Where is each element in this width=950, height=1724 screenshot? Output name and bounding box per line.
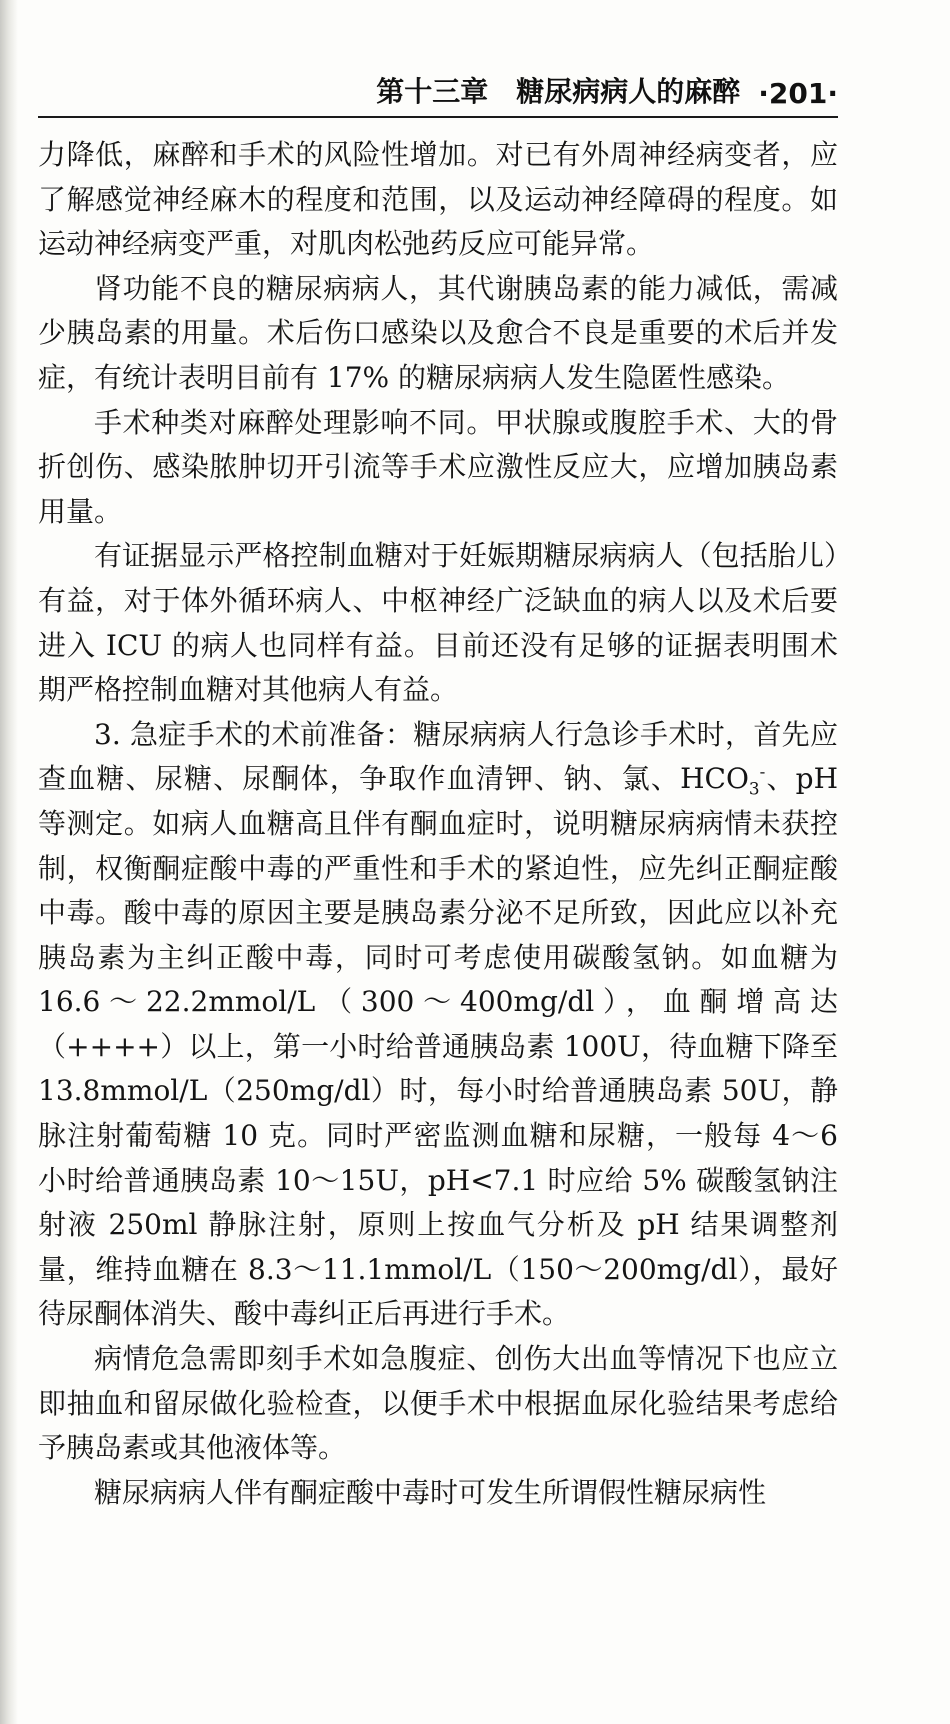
paragraph-7: 糖尿病病人伴有酮症酸中毒时可发生所谓假性糖尿病性	[94, 1475, 767, 1509]
paragraph-1: 力降低，麻醉和手术的风险性增加。对已有外周神经病变者，应了解感觉神经麻木的程度和范围，以及运动神经障碍的程度。如运动神经病变严重，对肌肉松弛药反应可能异常。	[38, 138, 838, 261]
paragraph-3: 手术种类对麻醉处理影响不同。甲状腺或腹腔手术、大的骨折创伤、感染脓肿切开引流等手术应激性反应大，应增加胰岛素用量。	[38, 405, 838, 528]
chapter-label: 第十三章	[376, 75, 489, 108]
paragraph-5	[38, 713, 838, 1337]
paragraph-6: 病情危急需即刻手术如急腹症、创伤大出血等情况下也应立即抽血和留尿做化验检查，以便手术中根据血尿化验结果考虑给予胰岛素或其他液体等。	[38, 1342, 838, 1465]
paragraph-2: 肾功能不良的糖尿病病人，其代谢胰岛素的能力减低，需减少胰岛素的用量。术后伤口感染以及愈合不良是重要的术后并发症，有统计表明目前有 17% 的糖尿病病人发生隐匿性感染。	[38, 271, 838, 394]
paragraph-5-part-2: 、pH 等测定。如病人血糖高且伴有酮血症时，说明糖尿病病情未获控制，权衡酮症酸中毒的严重性和手术的紧迫性，应先纠正酮症酸中毒。酸中毒的原因主要是胰岛素分泌不足所致，因此应以补充胰岛素为主纠正酸中毒，同时可考虑使用碳酸氢钠。如血糖为 16.6～22.2mmol/L（300～400mg/dl），血酮增高达（++++）以上，第一小时给普通胰岛素 100U，待血糖下降至 13.8mmol/L（250mg/dl）时，每小时给普通胰岛素 50U，静脉注射葡萄糖 10 克。同时严密监测血糖和尿糖，一般每 4～6 小时给普通胰岛素 10～15U，pH<7.1 时应给 5% 碳酸氢钠注射液 250ml 静脉注射，原则上按血气分析及 pH 结果调整剂量，维持血糖在 8.3～11.1mmol/L（150～200mg/dl），最好待尿酮体消失、酸中毒纠正后再进行手术。	[38, 762, 838, 1331]
page-binding-shadow	[0, 0, 18, 1724]
page-number: ·201·	[758, 77, 838, 110]
bicarbonate-superscript: -	[759, 761, 766, 782]
running-header	[38, 72, 838, 118]
bicarbonate-subscript: 3	[748, 778, 760, 799]
paragraph-5-part-1: 3. 急症手术的术前准备：糖尿病病人行急诊手术时，首先应查血糖、尿糖、尿酮体，争取作血清钾、钠、氯、HCO	[38, 717, 838, 796]
chapter-title: 糖尿病病人的麻醉	[516, 75, 741, 108]
paragraph-4: 有证据显示严格控制血糖对于妊娠期糖尿病病人（包括胎儿）有益，对于体外循环病人、中枢神经广泛缺血的病人以及术后要进入 ICU 的病人也同样有益。目前还没有足够的证据表明围术期严格控制血糖对其他病人有益。	[38, 539, 838, 707]
body-text	[38, 133, 838, 1515]
